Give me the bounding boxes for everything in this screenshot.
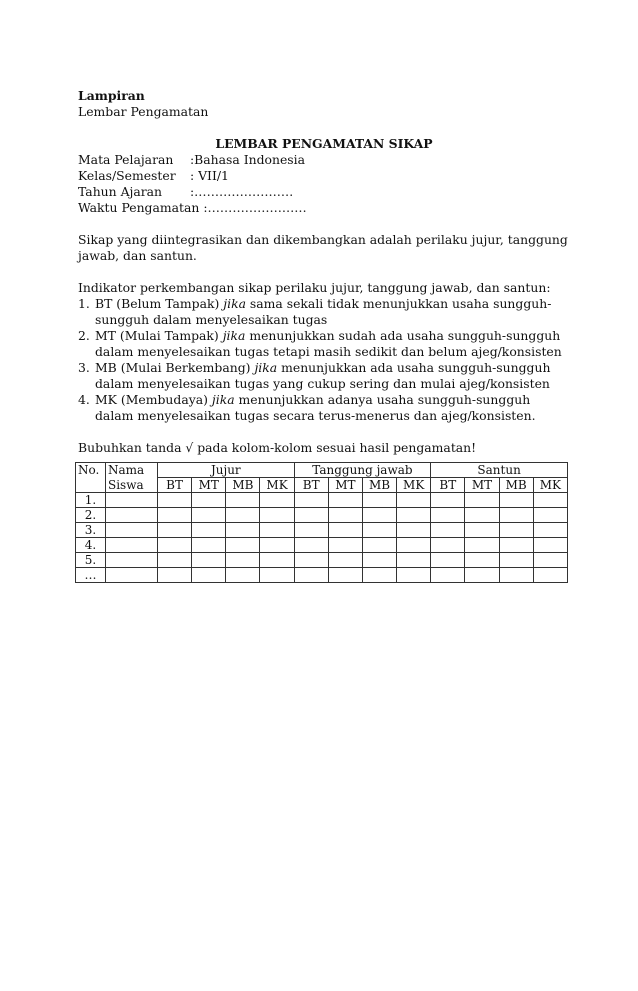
check-cell[interactable]: [158, 553, 192, 568]
check-cell[interactable]: [328, 523, 362, 538]
check-cell[interactable]: [226, 493, 260, 508]
subheading: Lembar Pengamatan: [78, 104, 209, 119]
check-cell[interactable]: [260, 553, 294, 568]
indicator-item: 4. MK (Membudaya) jika menunjukkan adanya usaha sungguh-sungguh dalam menyelesaikan tugas secara terus-menerus dan ajeg/konsisten.: [78, 392, 536, 423]
header-no: No.: [76, 463, 106, 493]
meta-row: [78, 152, 570, 168]
check-cell[interactable]: [465, 493, 499, 508]
check-cell[interactable]: [431, 538, 465, 553]
check-cell[interactable]: [192, 568, 226, 583]
check-cell[interactable]: [499, 523, 533, 538]
check-cell[interactable]: [192, 553, 226, 568]
indicator-list: [78, 296, 570, 424]
meta-value: :Bahasa Indonesia: [190, 152, 306, 167]
check-cell[interactable]: [397, 568, 431, 583]
instruction: Bubuhkan tanda √ pada kolom-kolom sesuai hasil pengamatan!: [78, 440, 477, 455]
table-row: [76, 523, 568, 538]
check-cell[interactable]: [465, 523, 499, 538]
check-cell[interactable]: [465, 568, 499, 583]
subheader-cell: BT: [158, 478, 192, 493]
heading: Lampiran: [78, 88, 145, 103]
check-cell[interactable]: [362, 538, 396, 553]
check-cell[interactable]: [226, 508, 260, 523]
header-group-santun: Santun: [431, 463, 568, 478]
check-cell[interactable]: [397, 538, 431, 553]
check-cell[interactable]: [158, 508, 192, 523]
check-cell[interactable]: [431, 508, 465, 523]
row-number: 5.: [76, 553, 106, 568]
subheader-cell: MB: [362, 478, 396, 493]
subheader-cell: BT: [294, 478, 328, 493]
indicator-item: 1. BT (Belum Tampak) jika sama sekali tidak menunjukkan usaha sungguh-sungguh dalam menyelesaikan tugas: [78, 296, 552, 327]
meta-block: [78, 152, 570, 216]
check-cell[interactable]: [294, 508, 328, 523]
subheader-cell: MB: [226, 478, 260, 493]
student-name-cell[interactable]: [106, 523, 158, 538]
check-cell[interactable]: [158, 523, 192, 538]
check-cell[interactable]: [499, 553, 533, 568]
check-cell[interactable]: [294, 538, 328, 553]
check-cell[interactable]: [499, 508, 533, 523]
check-cell[interactable]: [499, 538, 533, 553]
check-cell[interactable]: [294, 523, 328, 538]
row-number: 1.: [76, 493, 106, 508]
student-name-cell[interactable]: [106, 568, 158, 583]
check-cell[interactable]: [397, 523, 431, 538]
check-cell[interactable]: [226, 553, 260, 568]
check-cell[interactable]: [397, 553, 431, 568]
check-cell[interactable]: [362, 568, 396, 583]
meta-label: Tahun Ajaran: [78, 184, 163, 199]
check-cell[interactable]: [192, 508, 226, 523]
check-cell[interactable]: [533, 568, 567, 583]
subheader-cell: MK: [260, 478, 294, 493]
check-cell[interactable]: [226, 568, 260, 583]
table-row: [76, 568, 568, 583]
row-number: 2.: [76, 508, 106, 523]
check-cell[interactable]: [158, 493, 192, 508]
check-cell[interactable]: [362, 508, 396, 523]
form-title: LEMBAR PENGAMATAN SIKAP: [215, 136, 433, 151]
subheader-cell: BT: [431, 478, 465, 493]
intro-paragraph: Sikap yang diintegrasikan dan dikembangkan adalah perilaku jujur, tanggung jawab, dan santun.: [78, 232, 568, 263]
header-name-2: Siswa: [106, 478, 158, 493]
row-number: 3.: [76, 523, 106, 538]
student-name-cell[interactable]: [106, 538, 158, 553]
table-row: [76, 508, 568, 523]
check-cell[interactable]: [328, 538, 362, 553]
check-cell[interactable]: [192, 493, 226, 508]
check-cell[interactable]: [362, 553, 396, 568]
meta-row: [78, 168, 570, 184]
subheader-cell: MT: [192, 478, 226, 493]
check-cell[interactable]: [465, 508, 499, 523]
check-cell[interactable]: [158, 568, 192, 583]
table-row: [76, 493, 568, 508]
check-cell[interactable]: [533, 553, 567, 568]
check-cell[interactable]: [328, 508, 362, 523]
check-cell[interactable]: [260, 523, 294, 538]
check-cell[interactable]: [397, 508, 431, 523]
check-cell[interactable]: [431, 493, 465, 508]
subheader-cell: MT: [465, 478, 499, 493]
document-page: [78, 88, 570, 583]
table-row: [76, 553, 568, 568]
observation-table: [75, 462, 568, 583]
check-cell[interactable]: [431, 553, 465, 568]
student-name-cell[interactable]: [106, 508, 158, 523]
check-cell[interactable]: [294, 568, 328, 583]
row-number: 4.: [76, 538, 106, 553]
check-cell[interactable]: [397, 493, 431, 508]
check-cell[interactable]: [499, 493, 533, 508]
student-name-cell[interactable]: [106, 553, 158, 568]
check-cell[interactable]: [226, 523, 260, 538]
check-cell[interactable]: [260, 508, 294, 523]
check-cell[interactable]: [260, 568, 294, 583]
check-cell[interactable]: [192, 538, 226, 553]
check-cell[interactable]: [533, 508, 567, 523]
meta-label: Kelas/Semester: [78, 168, 176, 183]
check-cell[interactable]: [328, 568, 362, 583]
header-name: Nama: [106, 463, 158, 478]
check-cell[interactable]: [294, 553, 328, 568]
check-cell[interactable]: [465, 538, 499, 553]
subheader-cell: MK: [397, 478, 431, 493]
check-cell[interactable]: [431, 523, 465, 538]
meta-row: [78, 200, 570, 216]
indicator-intro: Indikator perkembangan sikap perilaku jujur, tanggung jawab, dan santun:: [78, 280, 551, 295]
indicator-item: 2. MT (Mulai Tampak) jika menunjukkan sudah ada usaha sungguh-sungguh dalam menyelesaikan tugas tetapi masih sedikit dan belum ajeg/konsisten: [78, 328, 562, 359]
meta-row: [78, 184, 570, 200]
check-cell[interactable]: [533, 523, 567, 538]
subheader-cell: MT: [328, 478, 362, 493]
check-cell[interactable]: [158, 538, 192, 553]
indicator-item: 3. MB (Mulai Berkembang) jika menunjukkan ada usaha sungguh-sungguh dalam menyelesaikan tugas yang cukup sering dan mulai ajeg/konsisten: [78, 360, 551, 391]
check-cell[interactable]: [260, 538, 294, 553]
check-cell[interactable]: [431, 568, 465, 583]
check-cell[interactable]: [260, 493, 294, 508]
meta-value: :……………………: [190, 184, 294, 199]
check-cell[interactable]: [328, 493, 362, 508]
table-row: [76, 538, 568, 553]
check-cell[interactable]: [362, 493, 396, 508]
meta-label: Waktu Pengamatan: [78, 200, 200, 215]
header-group-tanggung-jawab: Tanggung jawab: [294, 463, 431, 478]
meta-value: : VII/1: [190, 168, 229, 183]
check-cell[interactable]: [226, 538, 260, 553]
check-cell[interactable]: [465, 553, 499, 568]
check-cell[interactable]: [362, 523, 396, 538]
meta-label: Mata Pelajaran: [78, 152, 174, 167]
check-cell[interactable]: [533, 538, 567, 553]
row-number: …: [76, 568, 106, 583]
subheader-cell: MK: [533, 478, 567, 493]
check-cell[interactable]: [192, 523, 226, 538]
student-name-cell[interactable]: [106, 493, 158, 508]
meta-value: :……………………: [203, 200, 307, 215]
check-cell[interactable]: [533, 493, 567, 508]
check-cell[interactable]: [499, 568, 533, 583]
check-cell[interactable]: [294, 493, 328, 508]
subheader-cell: MB: [499, 478, 533, 493]
header-group-jujur: Jujur: [158, 463, 295, 478]
check-cell[interactable]: [328, 553, 362, 568]
